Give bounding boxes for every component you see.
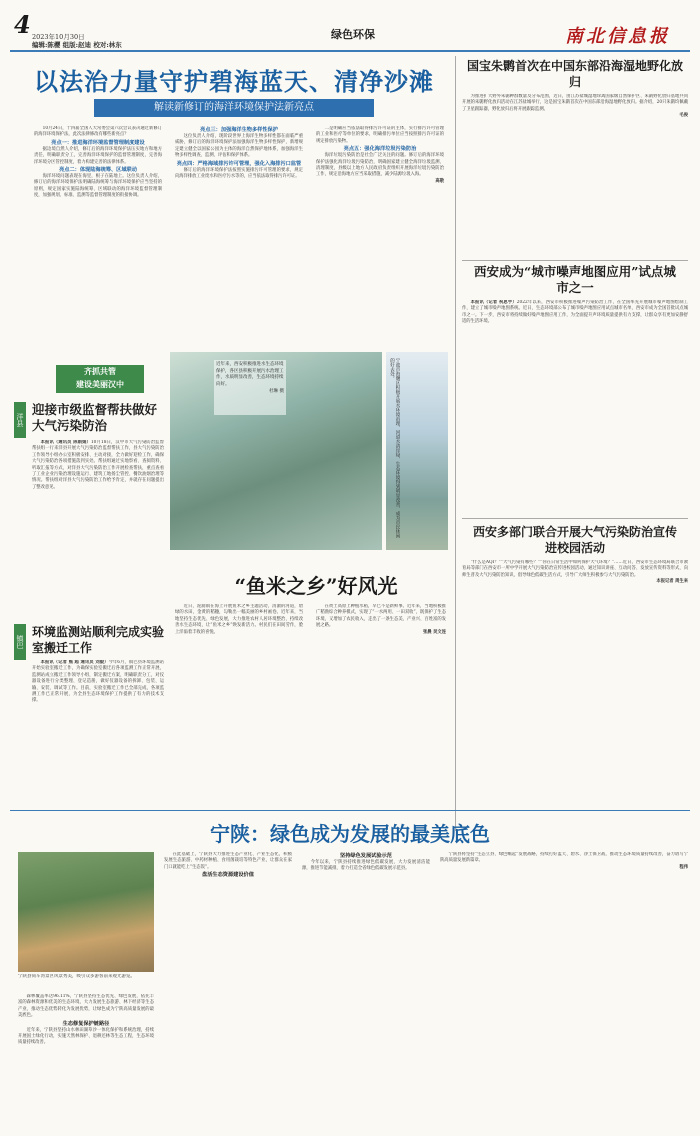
lead-para-2: 海洋环境问题表现在海里，根子在陆地上。这位负责人介绍，修订后的海洋环境保护法明确陆海统筹与海洋环境保护应当坚持的原则，规定国家实施陆海统筹、区域联动的海洋环境监督管理制度，加强规划、标准、监测等监督管理制度的衔接协调。 [34, 174, 162, 199]
ibis-article [462, 94, 688, 254]
lead-column-1 [34, 126, 162, 356]
lead-author: 高敬 [435, 178, 444, 184]
page-header [0, 0, 700, 52]
bottom-section-rule [10, 810, 690, 811]
middle-author: 张晨 吴文连 [423, 629, 446, 635]
lead-subhead-4: 亮点四：严格海域排污许可管理，强化入海排污口监管 [176, 160, 302, 167]
lead-subheadline: 解读新修订的海洋环境保护法新亮点 [94, 99, 374, 117]
bottom-body-1: 森林覆盖率达96.11%，宁陕县坚持生态优先、绿色发展，依托丰富的森林资源和优美的生态环境，大力发展生态旅游、林下经济等生态产业，推动生态优势转化为发展优势，让绿色成为宁陕高质量发展的最美底色。 [18, 994, 154, 1019]
bottom-headline: 宁陕：绿色成为发展的最美底色 [210, 822, 490, 846]
lead-para-5: 海洋垃圾污染防治是社会广泛关注的问题。修订后的海洋环境保护法强化海洋垃圾污染防治，明确国家建立健全海洋垃圾监测、清理制度，县级以上地方人民政府负责组织开展海洋垃圾污染防治工作，规定沿海地方应当采取措施，减少陆源垃圾入海。 [316, 153, 444, 178]
bottom-body-2: 在此基础上，宁陕县大力推进生态产业化、产业生态化，积极发展生态旅游、中药材种植、食用菌栽培等特色产业，让群众在家门口就能吃上“生态饭”。 [164, 852, 292, 870]
bottom-subhead-2: 盘活生态资源建设价值 [202, 872, 254, 879]
kicker-line-1: 齐抓共管 [84, 366, 116, 376]
yangxian-body: 10月18日，汉中市大气污染防治监督帮扶组一行来洋县开展大气污染防治监督帮扶工作，县大气污染防治工作领导小组办公室积极安排、主动对接，全力做好迎检工作，确保大气污染防治各项措施落到实处。帮扶组通过实地察看、查阅资料、听取汇报等方式，对洋县大气污染防治工作开展检查帮扶，重点查看了工业企业污染治理设施运行、建筑工地扬尘管控、餐饮油烟治理等情况。帮扶组对洋县大气污染防治工作给予肯定，并就存在问题提出了整改意见。 [32, 440, 164, 490]
zhenba-headline: 环境监测站顺利完成实验室搬迁工作 [32, 625, 164, 655]
bottom-author: 程伟 [679, 864, 688, 870]
middle-body-2: 在黄土高原上种植水稻，早已不是新鲜事。近年来，当地积极推广稻渔综合种养模式，实现了“一水两用、一田双收”，既保护了生态环境，又增加了农民收入，走出了一条生态美、产业兴、百姓富的发展之路。 [316, 604, 446, 629]
campus-headline: 西安多部门联合开展大气污染防治宣传进校园活动 [472, 525, 677, 555]
campus-body: “什么是AQI？”“大气污染有哪些？”“你在日常生活中如何保护大气环境？”……近日，西安市生态环境局联合市教育局等部门在西安市一所中学开展大气污染防治宣传进校园活动，通过知识讲座、互动问答、发放宣传资料等形式，向师生普及大气污染防治知识，倡导绿色低碳生活方式，引导广大师生积极参与大气污染防治。 [462, 560, 688, 578]
noise-map-article [462, 300, 688, 520]
lead-subhead-3: 亮点三：加强海洋生物多样性保护 [200, 127, 278, 133]
section-label: 绿色环保 [331, 28, 375, 41]
yangxian-headline: 迎接市级监督帮扶做好大气污染防治 [32, 402, 158, 433]
bottom-photo-caption: 宁陕县筒车湾景区风景秀美，吸引众多游客前来观光游览。 [18, 974, 135, 979]
campus-article [462, 560, 688, 810]
noise-map-byline: 本报讯（记者 祝思宇） [470, 300, 517, 305]
zhenba-byline: 本报讯（记者 熊 超 通讯员 刘毅） [40, 660, 109, 665]
bottom-body-1b: 近年来，宁陕县坚持山水林田湖草沙一体化保护和系统治理，持续开展国土绿化行动，实施天然林保护、退耕还林等生态工程，生态环境质量持续改善。 [18, 1027, 154, 1046]
yangxian-article [32, 440, 164, 615]
feature-photo-2 [386, 352, 448, 550]
kicker-banner [56, 365, 144, 393]
yangxian-byline: 本报讯（通讯员 陈娟娟） [40, 440, 91, 445]
campus-author: 本报记者 周生来 [656, 579, 688, 585]
bottom-subhead-3: 坚持绿色发展试验示范 [340, 853, 392, 859]
bottom-subhead-1: 生态修复保护链路径 [62, 1020, 110, 1027]
middle-headline: “鱼米之乡”好风光 [234, 574, 398, 598]
middle-body-1: 近日，泥涌镇在海上开展鱼米之乡主题活动，清澈的河道，碧绿的水田，金黄的稻穗，勾勒出一幅美丽的乡村画卷。近年来，当地坚持生态优先、绿色发展，大力推进农村人居环境整治，持续改善水生态环境，让“鱼米之乡”焕发新活力。村民们在田间劳作，脸上洋溢着丰收的喜悦。 [175, 604, 303, 635]
zhenba-body: 今年6月，镇巴县环境监测站开始实验室搬迁工作，为确保实验室搬迁后各项监测工作正常开展，监测站成立搬迁工作领导小组，制定搬迁方案，明确职责分工，对仪器设备进行分类整理、登记造册，做好仪器设备的拆卸、包装、运输、安装、调试等工作。目前，实验室搬迁工作已全部完成，各项监测工作已正常开展，为全县生态环境保护工作提供了有力的技术支撑。 [32, 660, 164, 704]
photo1-caption: 近年来，西安积极推进水生态环境保护，各区县积极开展污水治理工作，水质明显改善，生态环境持续向好。 [216, 362, 284, 387]
lead-para-4: 修订后的海洋环境保护法按照实施排污许可管理的要求，规定向海洋排放工业废水和医疗污水等的，应当依法取得排污许可证。 [175, 167, 303, 180]
region-tag-yangxian: 洋县 [14, 402, 26, 438]
kicker-line-2: 建设美丽汉中 [76, 379, 124, 389]
date-line: 2023年10月30日 [32, 33, 85, 41]
lead-column-3 [316, 126, 444, 356]
lead-subhead-2: 亮点二：体现陆海统筹、区域联动 [59, 167, 137, 174]
lead-headline: 以法治力量守护碧海蓝天、清净沙滩 [34, 67, 434, 96]
feature-photo-1 [170, 352, 382, 550]
lead-subhead-1: 亮点一：推进海洋环境监督管理制度建设 [51, 139, 145, 146]
middle-column-1 [175, 604, 303, 754]
lead-intro: 10月24日，十四届全国人大常委会第六次会议表决通过新修订的海洋环境保护法，此次法律修改有哪些新亮点？ [34, 126, 162, 138]
ibis-author: 毛俊 [679, 113, 688, 119]
region-tag-zhenba: 镇巴 [14, 624, 26, 660]
noise-map-body: 2022年以来，西安市积极推进噪声污染防治工作，在全国率先开展城市噪声地图绘制工作，建立了城市噪声地图系统。近日，生态环境部公布了城市噪声地图应用试点城市名单，西安市成为全国首批试点城市之一。下一步，西安市将持续做好噪声地图应用工作，为全面提升声环境质量提供有力支撑，让群众享有更加安静舒适的生活环境。 [462, 300, 688, 325]
bottom-column-4 [440, 852, 688, 1132]
masthead-logo: 南北信息报 [565, 26, 670, 47]
lead-column-2 [175, 126, 303, 356]
bottom-column-3 [302, 852, 430, 1132]
lead-para-3: 这位负责人介绍，现阶段世界上海洋生物多样性都在面临严重威胁，修订后的海洋环境保护法加强海洋生物多样性保护，新增规定建立健全以国家公园为主体的海洋自然保护地体系，加强海洋生物多样性调查、监测、评估和保护体系。 [175, 134, 303, 159]
lead-subhead-5: 亮点五：强化海洋垃圾污染防治 [343, 146, 417, 153]
editors-line: 编辑:陈樱 组版:赵迪 校对:林东 [32, 41, 122, 49]
noise-map-headline: 西安成为“城市噪声地图应用”试点城市之一 [474, 264, 676, 295]
photo1-caption-box [214, 360, 286, 415]
bottom-column-1 [18, 994, 154, 1130]
lead-para-3b: 二是明确应当依法取得排污许可证的主体，实行排污许可管理的工业和医疗等单位的要求，明确排污单位应当按照排污许可证的规定排放污染物。 [316, 126, 444, 144]
right-column-divider [455, 56, 456, 831]
middle-column-2 [316, 604, 446, 754]
lead-para-1: 据边境自然人介绍，修订后的海洋环境保护法压实地方和地方责任，明确职责分工，完善海洋环境保护的监督管理制度，完善海洋环境分区管控制度，着力构建完善的法律体系。 [34, 146, 162, 165]
photo1-credit: 杜琳 摄 [269, 389, 284, 394]
ibis-body: 为推进扩大野外朱鹮种群数量及分布范围，近日，由江苏盐城湿地珍禽国家级自然保护区、朱鹮野化放归基地共同开展的朱鹮野化放归活动在江苏盐城举行，这是国宝朱鹮首次在中国东部沿海湿地野化放归。据介绍，20只朱鹮均佩戴了卫星跟踪器，野化放归后将开展跟踪监测。 [462, 94, 688, 112]
bottom-body-3: 今年以来，宁陕县持续推进绿色低碳发展，大力发展清洁能源，推进节能减排，着力打造全省绿色低碳发展示范县。 [302, 860, 430, 872]
photo2-caption: 宁波市海曙区积极开展水环境治理，河道水清岸绿，生态环境得到明显改善，成为市民休闲的好去处。 [389, 358, 400, 538]
bottom-body-4: 宁陕县将坚持“生态立县、绿色崛起”发展战略，持续打好蓝天、碧水、净土保卫战，推动生态环境质量持续改善，奋力谱写宁陕高质量发展新篇章。 [440, 852, 688, 864]
header-rule [10, 50, 690, 52]
ibis-headline: 国宝朱鹮首次在中国东部沿海湿地野化放归 [466, 59, 683, 89]
zhenba-article [32, 660, 164, 760]
bottom-column-2 [164, 852, 292, 1132]
page-number: 4 [14, 10, 31, 39]
bottom-photo [18, 852, 154, 972]
